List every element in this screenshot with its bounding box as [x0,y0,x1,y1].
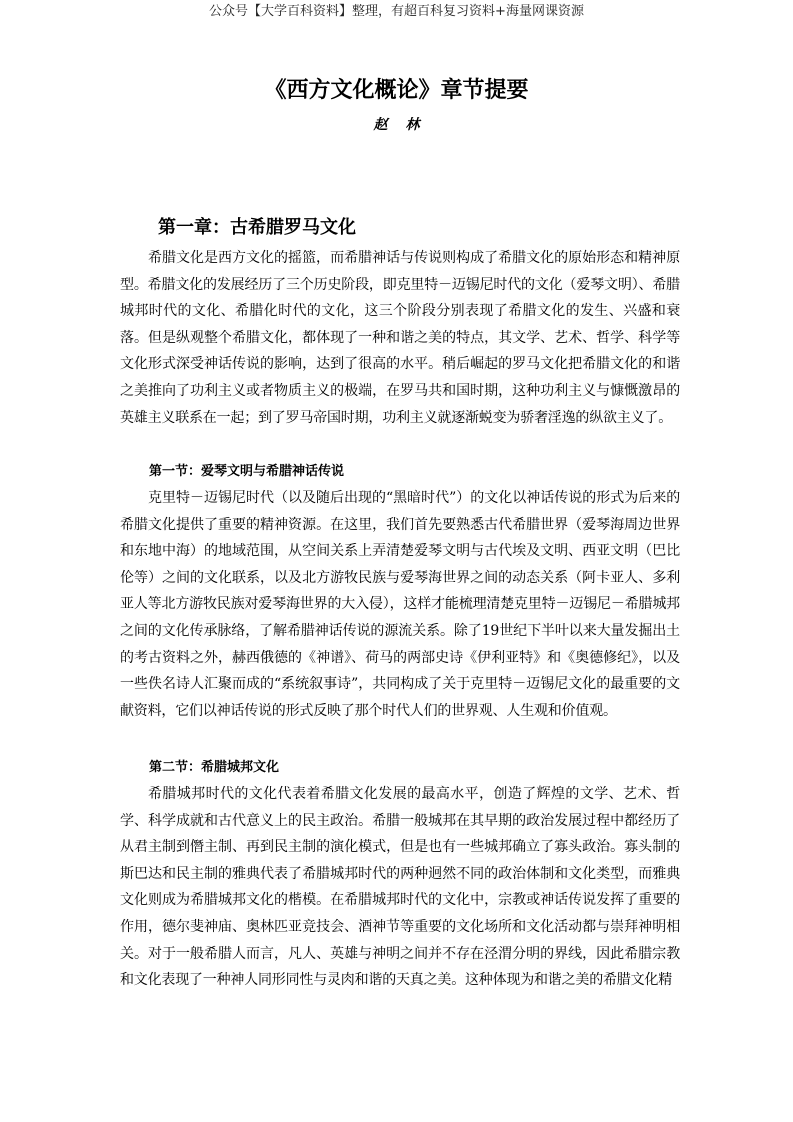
chapter-intro-paragraph: 希腊文化是西方文化的摇篮，而希腊神话与传说则构成了希腊文化的原始形态和精神原型。希腊文化的发展经历了三个历史阶段，即克里特－迈锡尼时代的文化（爱琴文明）、希腊城邦时代的文化、希腊化时代的文化，这三个阶段分别表现了希腊文化的发生、兴盛和衰落。但是纵观整个希腊文化，都体现了一种和谐之美的特点，其文学、艺术、哲学、科学等文化形式深受神话传说的影响，达到了很高的水平。稍后崛起的罗马文化把希腊文化的和谐之美推向了功利主义或者物质主义的极端，在罗马共和国时期，这种功利主义与慷慨激昂的英雄主义联系在一起；到了罗马帝国时期，功利主义就逐渐蜕变为骄奢淫逸的纵欲主义了。 [120,250,680,426]
header-note: 公众号【大学百科资料】整理，有超百科复习资料+海量网课资源 [209,4,584,19]
section-title: 第二节：希腊城邦文化 [149,760,280,775]
document-title: 《西方文化概论》章节提要 [264,78,529,103]
chapter-title: 第一章：古希腊罗马文化 [158,217,356,238]
section-body-paragraph: 克里特－迈锡尼时代（以及随后出现的“黑暗时代”）的文化以神话传说的形式为后来的希腊文化提供了重要的精神资源。在这里，我们首先要熟悉古代希腊世界（爱琴海周边世界和东地中海）的地域范围，从空间关系上弄清楚爱琴文明与古代埃及文明、西亚文明（巴比伦等）之间的文化联系，以及北方游牧民族与爱琴海世界之间的动态关系（阿卡亚人、多利亚人等北方游牧民族对爱琴海世界的大入侵），这样才能梳理清楚克里特－迈锡尼－希腊城邦之间的文化传承脉络，了解希腊神话传说的源流关系。除了19世纪下半叶以来大量发掘出土的考古资料之外，赫西俄德的《神谱》、荷马的两部史诗《伊利亚特》和《奥德修纪》，以及一些佚名诗人汇聚而成的“系统叙事诗”，共同构成了关于克里特－迈锡尼文化的最重要的文献资料，它们以神话传说的形式反映了那个时代人们的世界观、人生观和价值观。 [120,490,680,719]
section-title: 第一节：爱琴文明与希腊神话传说 [149,464,345,479]
document-author: 赵林 [373,117,438,133]
section-body-paragraph: 希腊城邦时代的文化代表着希腊文化发展的最高水平，创造了辉煌的文学、艺术、哲学、科学成就和古代意义上的民主政治。希腊一般城邦在其早期的政治发展过程中都经历了从君主制到僭主制、再到民主制的演化模式，但是也有一些城邦确立了寡头政治。寡头制的斯巴达和民主制的雅典代表了希腊城邦时代的两种迥然不同的政治体制和文化类型，而雅典文化则成为希腊城邦文化的楷模。在希腊城邦时代的文化中，宗教或神话传说发挥了重要的作用，德尔斐神庙、奥林匹亚竞技会、酒神节等重要的文化场所和文化活动都与崇拜神明相关。对于一般希腊人而言，凡人、英雄与神明之间并不存在泾渭分明的界线，因此希腊宗教和文化表现了一种神人同形同性与灵肉和谐的天真之美。这种体现为和谐之美的希腊文化精 [120,786,680,989]
